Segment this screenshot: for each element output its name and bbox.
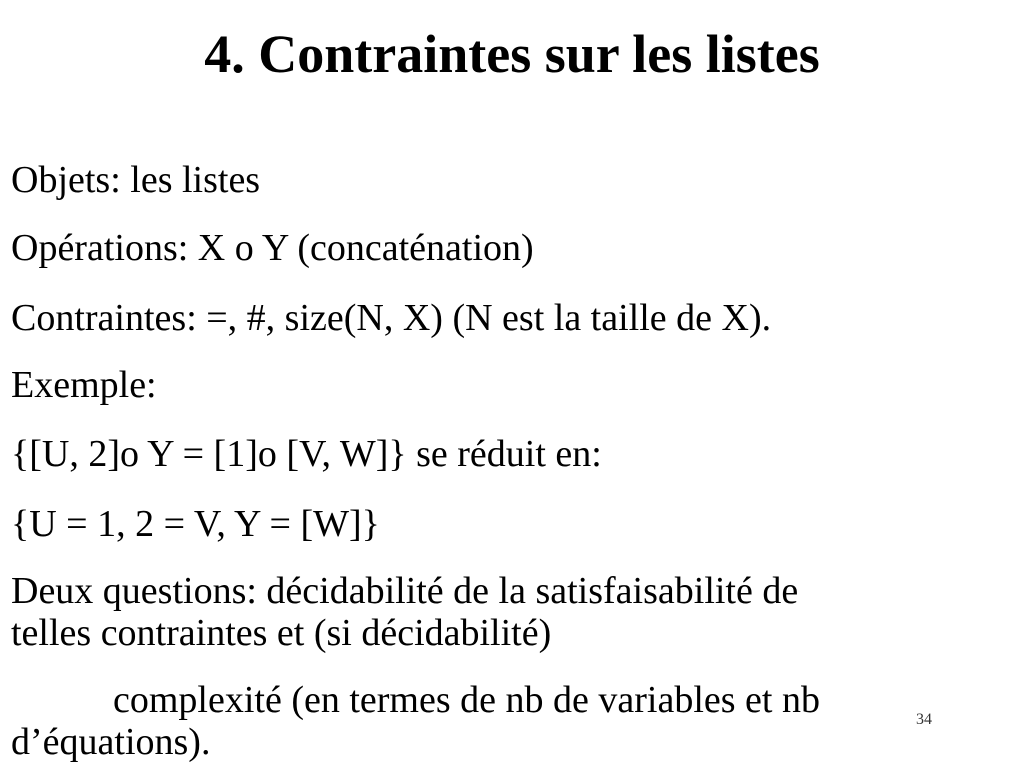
body-line-example-result: {U = 1, 2 = V, Y = [W]}: [11, 503, 380, 545]
body-line-example-heading: Exemple:: [11, 364, 157, 406]
body-line-constraints: Contraintes: =, #, size(N, X) (N est la taille de X).: [11, 297, 772, 339]
slide-title: 4. Contraintes sur les listes: [204, 24, 820, 84]
body-line-questions-4: d’équations).: [11, 721, 211, 763]
body-line-questions-2: telles contraintes et (si décidabilité): [11, 612, 552, 654]
body-line-questions-1: Deux questions: décidabilité de la satisfaisabilité de: [11, 570, 799, 612]
body-line-example-input: {[U, 2]o Y = [1]o [V, W]} se réduit en:: [11, 433, 602, 475]
body-line-operations: Opérations: X o Y (concaténation): [11, 227, 534, 269]
body-line-questions-3: complexité (en termes de nb de variables et nb: [113, 679, 820, 721]
page-number: 34: [916, 711, 932, 728]
body-line-objects: Objets: les listes: [11, 159, 261, 201]
